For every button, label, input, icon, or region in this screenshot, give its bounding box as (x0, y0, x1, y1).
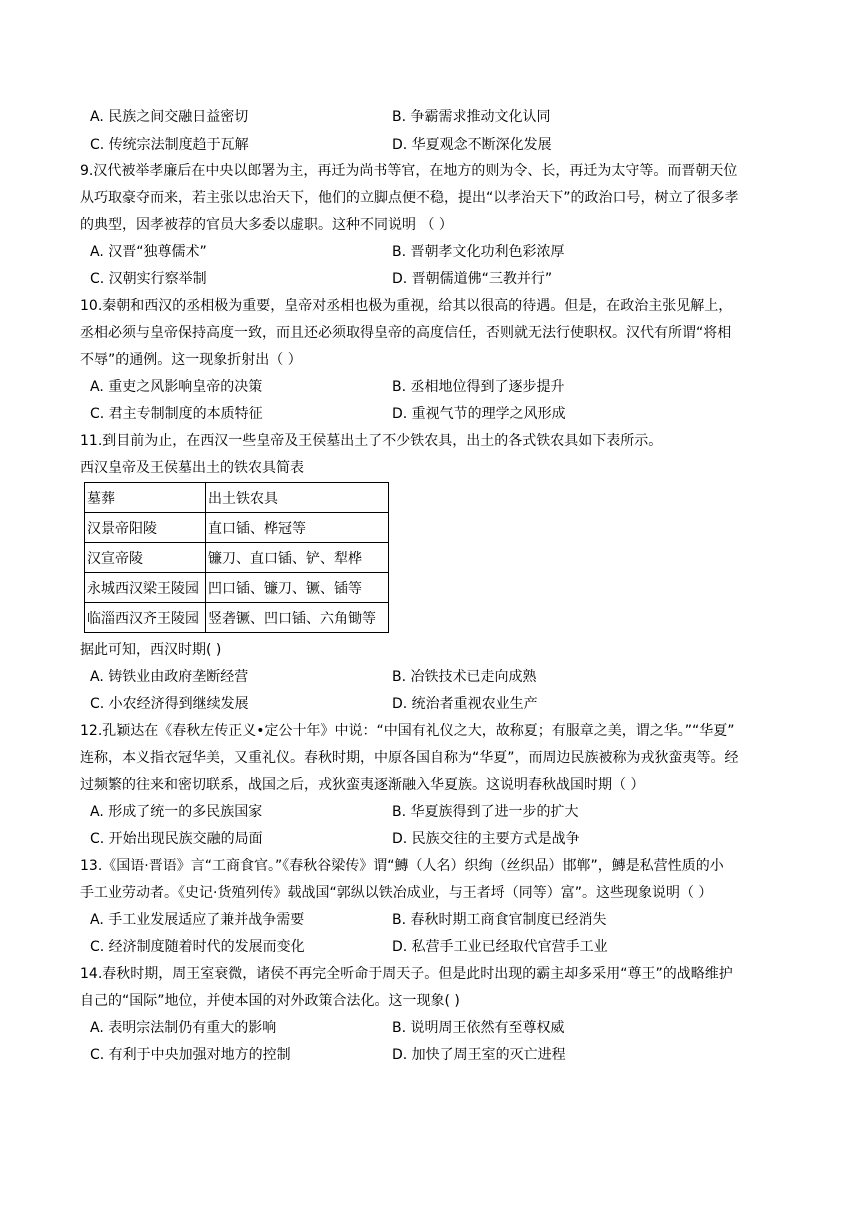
q11-option-a: A. 铸铁业由政府垄断经营 (90, 669, 249, 685)
table-row (85, 573, 389, 603)
table-row (85, 603, 389, 633)
q9-option-c: C. 汉朝实行察举制 (90, 271, 207, 287)
q9-option-d: D. 晋朝儒道佛“三教并行” (392, 271, 553, 287)
q12-stem-line-1: 12.孔颖达在《春秋左传正义•定公十年》中说：“中国有礼仪之大，故称夏；有服章之美，谓之华。”“华夏” (80, 723, 735, 739)
q13-option-c: C. 经济制度随着时代的发展而变化 (90, 939, 305, 955)
table-cell: 汉景帝阳陵 (85, 513, 206, 543)
q9-option-b: B. 晋朝孝文化功利色彩浓厚 (392, 244, 565, 260)
q11-table-caption: 西汉皇帝及王侯墓出土的铁农具简表 (80, 460, 304, 476)
q9-stem-line-3: 的典型，因孝被荐的官员大多委以虚职。这种不同说明 （ ） (80, 217, 453, 233)
q8-option-c: C. 传统宗法制度趋于瓦解 (90, 137, 249, 153)
q11-question: 据此可知，西汉时期( ) (80, 642, 222, 658)
table-cell: 凹口锸、镰刀、镢、锸等 (206, 573, 389, 603)
q10-stem-line-1: 10.秦朝和西汉的丞相极为重要，皇帝对丞相也极为重视，给其以很高的待遇。但是，在政治主张见解上， (80, 298, 733, 314)
table-cell: 汉宣帝陵 (85, 543, 206, 573)
table-row (85, 513, 389, 543)
q13-option-b: B. 春秋时期工商食官制度已经消失 (392, 912, 607, 928)
q10-stem-line-3: 不辱”的通例。这一现象折射出（ ） (80, 352, 302, 368)
q10-stem-line-2: 丞相必须与皇帝保持高度一致，而且还必须取得皇帝的高度信任，否则就无法行使职权。汉代有所谓“将相 (80, 325, 732, 341)
q10-option-c: C. 君主专制制度的本质特征 (90, 406, 263, 422)
q11-option-c: C. 小农经济得到继续发展 (90, 696, 249, 712)
q12-stem-line-3: 过频繁的往来和密切联系，战国之后，戎狄蛮夷逐渐融入华夏族。这说明春秋战国时期（ ） (80, 777, 645, 793)
q11-option-b: B. 冶铁技术已走向成熟 (392, 669, 537, 685)
q8-option-d: D. 华夏观念不断深化发展 (392, 137, 552, 153)
q14-option-c: C. 有利于中央加强对地方的控制 (90, 1047, 291, 1063)
q13-stem-line-1: 13.《国语·晋语》言“工商食官。”《春秋谷梁传》谓“鱄（人名）织绚（丝织品）邯郸”，鱄是私营性质的小 (80, 858, 724, 874)
q14-stem-line-2: 自己的“国际”地位，并使本国的对外政策合法化。这一现象( ) (80, 993, 460, 1009)
q14-option-d: D. 加快了周王室的灭亡进程 (392, 1047, 566, 1063)
q12-option-c: C. 开始出现民族交融的局面 (90, 831, 263, 847)
q13-stem-line-2: 手工业劳动者。《史记·货殖列传》载战国“郭纵以铁冶成业，与王者埒（同等）富”。这些现象说明（ ） (80, 885, 713, 901)
iron-tools-table (84, 482, 389, 633)
table-cell: 临淄西汉齐王陵园 (85, 603, 206, 633)
q14-option-b: B. 说明周王依然有至尊权威 (392, 1020, 565, 1036)
q12-option-d: D. 民族交往的主要方式是战争 (392, 831, 580, 847)
q9-stem-line-2: 从巧取豪夺而来，若主张以忠治天下，他们的立脚点便不稳，提出“以孝治天下”的政治口号，树立了很多孝 (80, 190, 739, 206)
q11-option-d: D. 统治者重视农业生产 (392, 696, 538, 712)
q12-stem-line-2: 连称，本义指衣冠华美，又重礼仪。春秋时期，中原各国自称为“华夏”，而周边民族被称为戎狄蛮夷等。经 (80, 750, 739, 766)
q8-option-a: A. 民族之间交融日益密切 (90, 109, 249, 125)
q13-option-a: A. 手工业发展适应了兼并战争需要 (90, 912, 305, 928)
q10-option-a: A. 重吏之风影响皇帝的决策 (90, 379, 263, 395)
table-cell: 镰刀、直口锸、铲、犁桦 (206, 543, 389, 573)
table-cell: 直口锸、桦冠等 (206, 513, 389, 543)
q14-stem-line-1: 14.春秋时期，周王室衰微，诸侯不再完全听命于周天子。但是此时出现的霸主却多采用“尊王”的战略维护 (80, 966, 733, 982)
table-cell: 竖砻镢、凹口锸、六角锄等 (206, 603, 389, 633)
q9-option-a: A. 汉晋“独尊儒术” (90, 244, 207, 260)
q12-option-b: B. 华夏族得到了进一步的扩大 (392, 804, 579, 820)
q8-option-b: B. 争霸需求推动文化认同 (392, 109, 551, 125)
q13-option-d: D. 私营手工业已经取代官营手工业 (392, 939, 608, 955)
q10-option-d: D. 重视气节的理学之风形成 (392, 406, 566, 422)
q12-option-a: A. 形成了统一的多民族国家 (90, 804, 263, 820)
table-header-cell: 墓葬 (85, 483, 206, 513)
table-header-row (85, 483, 389, 513)
q9-stem-line-1: 9.汉代被举孝廉后在中央以郎署为主，再迁为尚书等官，在地方的则为令、长，再迁为太守等。而晋朝天位 (80, 163, 738, 179)
table-header-cell: 出土铁农具 (206, 483, 389, 513)
q10-option-b: B. 丞相地位得到了逐步提升 (392, 379, 565, 395)
q11-stem: 11.到目前为止，在西汉一些皇帝及王侯墓出土了不少铁农具，出土的各式铁农具如下表所示。 (80, 433, 663, 449)
q14-option-a: A. 表明宗法制仍有重大的影响 (90, 1020, 277, 1036)
table-cell: 永城西汉梁王陵园 (85, 573, 206, 603)
table-row (85, 543, 389, 573)
